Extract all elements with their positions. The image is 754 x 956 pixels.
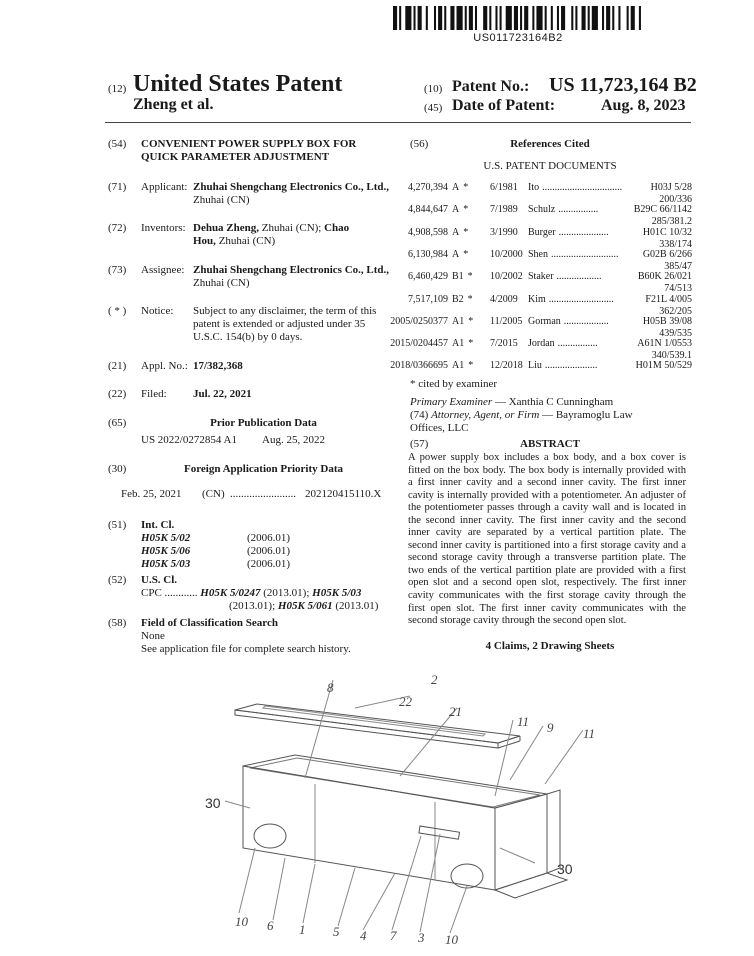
int-cl-version: (2006.01) [247, 532, 291, 544]
filed-value: Jul. 22, 2021 [193, 388, 252, 400]
drawing-label: 7 [390, 928, 397, 943]
int-cl-class: H05K 5/06 [141, 545, 191, 557]
field-search-heading: Field of Classification Search [141, 617, 278, 629]
reference-inventor: Jordan ................ [528, 338, 598, 350]
inventors-label: Inventors: [141, 222, 186, 234]
applicant-value: Zhuhai Shengchang Electronics Co., Ltd., Zhuhai (CN) [193, 181, 390, 206]
date-label: Date of Patent: [452, 97, 556, 114]
int-cl-class: H05K 5/02 [141, 532, 191, 544]
drawing-label: 30 [557, 861, 573, 877]
prior-pub-heading: Prior Publication Data [210, 417, 317, 429]
assignee-value: Zhuhai Shengchang Electronics Co., Ltd., Zhuhai (CN) [193, 264, 390, 289]
barcode-image [393, 6, 643, 30]
reference-row [408, 227, 692, 251]
int-cl-class: H05K 5/03 [141, 558, 191, 570]
reference-class: H05B 39/08 [642, 315, 692, 327]
drawing-label: 3 [418, 930, 425, 945]
patent-number: US 11,723,164 B2 [549, 74, 697, 96]
reference-date: 12/2018 [490, 360, 523, 372]
drawing-label: 21 [449, 704, 462, 719]
reference-date: 10/2000 [490, 248, 523, 260]
reference-class: H01M 50/529 [635, 360, 692, 372]
reference-kind: A1 * [452, 315, 474, 327]
reference-date: 7/1989 [490, 204, 518, 216]
reference-class: H03J 5/28 [650, 182, 692, 193]
reference-row [408, 249, 692, 273]
reference-inventor: Shen ........................... [528, 248, 619, 260]
reference-number: 6,130,984 [408, 248, 448, 260]
code-30: (30) [108, 463, 127, 475]
claims-summary: 4 Claims, 2 Drawing Sheets [485, 640, 615, 652]
reference-row [408, 204, 692, 228]
code-51: (51) [108, 519, 127, 531]
reference-row [390, 338, 692, 362]
prior-pub-number: US 2022/0272854 A1 [141, 434, 237, 446]
prior-pub-date: Aug. 25, 2022 [262, 434, 325, 446]
drawing-label: 30 [205, 795, 221, 811]
foreign-priority-number: 202120415110.X [305, 488, 382, 500]
code-57: (57) [410, 438, 429, 450]
drawing-label: 10 [445, 932, 458, 946]
reference-kind: A * [452, 226, 469, 238]
reference-class-secondary: 340/539.1 [651, 350, 692, 362]
reference-class: G02B 6/266 [642, 248, 692, 260]
references-heading: References Cited [510, 138, 590, 150]
applicant-label: Applicant: [141, 181, 188, 193]
notice-label: Notice: [141, 305, 174, 317]
reference-class-secondary: 338/174 [659, 238, 692, 250]
reference-date: 4/2009 [490, 293, 518, 305]
reference-date: 7/2015 [490, 338, 518, 350]
reference-row [408, 271, 692, 295]
reference-class: B29C 66/1142 [633, 204, 692, 216]
cpc-line-1: CPC ............ H05K 5/0247 (2013.01); H05K 5/03 [141, 587, 362, 599]
reference-inventor: Kim .......................... [528, 293, 614, 305]
patent-date: Aug. 8, 2023 [601, 97, 686, 114]
reference-inventor: Schulz ................ [528, 204, 599, 216]
code-45: (45) [424, 102, 443, 114]
patent-drawing [195, 668, 615, 946]
code-56: (56) [410, 138, 429, 150]
reference-kind: A1 * [452, 360, 474, 372]
field-search-note: See application file for complete search history. [141, 643, 351, 655]
reference-inventor: Gorman .................. [528, 315, 609, 327]
reference-number: 4,844,647 [408, 204, 448, 216]
reference-class-secondary: 439/535 [659, 327, 692, 339]
reference-date: 6/1981 [490, 182, 518, 193]
code-21: (21) [108, 360, 127, 372]
abstract-heading: ABSTRACT [520, 438, 580, 450]
reference-kind: A * [452, 248, 469, 260]
code-notice: ( * ) [108, 305, 127, 317]
reference-number: 2005/0250377 [390, 315, 448, 327]
document-title: United States Patent [133, 71, 343, 97]
reference-class: B60K 26/021 [637, 271, 692, 283]
reference-row [390, 315, 692, 340]
invention-title: CONVENIENT POWER SUPPLY BOX FOR QUICK PARAMETER ADJUSTMENT [141, 138, 357, 163]
drawing-label: 1 [299, 922, 306, 937]
reference-inventor: Burger .................... [528, 226, 609, 238]
code-12: (12) [108, 83, 127, 95]
drawing-label: 11 [517, 714, 530, 729]
code-10: (10) [424, 83, 443, 95]
reference-row [408, 294, 692, 318]
code-22: (22) [108, 388, 127, 400]
us-cl-heading: U.S. Cl. [141, 574, 178, 586]
int-cl-version: (2006.01) [247, 558, 291, 570]
header-rule [105, 122, 691, 123]
int-cl-heading: Int. Cl. [141, 519, 175, 531]
reference-class-secondary: 200/336 [659, 194, 692, 205]
attorney: (74) Attorney, Agent, or Firm — Bayramoglu Law Offices, LLC [410, 409, 633, 434]
appl-no-value: 17/382,368 [193, 360, 243, 372]
reference-inventor: Staker .................. [528, 271, 602, 283]
field-search-none: None [141, 630, 165, 642]
reference-row [408, 182, 692, 206]
reference-inventor: Liu ..................... [528, 360, 598, 372]
reference-number: 4,270,394 [408, 182, 448, 193]
drawing-label: 10 [235, 914, 248, 929]
reference-class-secondary: 74/513 [664, 283, 692, 295]
reference-class-secondary: 385/47 [664, 260, 692, 272]
reference-inventor: Ito ................................ [528, 182, 623, 193]
reference-class-secondary: 285/381.2 [651, 216, 692, 228]
notice-text: Subject to any disclaimer, the term of this patent is extended or adjusted under 35 U.S.C. 154(b) by 0 days. [193, 305, 377, 343]
reference-number: 6,460,429 [408, 271, 448, 283]
reference-class: A61N 1/0553 [637, 338, 692, 350]
abstract-text: A power supply box includes a box body, and a box cover is fitted on the box body. The box body is internally provided with a first inner cavity and a second inner cavity. The first inner cavity is internally provided with a potentiometer. An adjuster of the potentiometer passes through a cavity wall and is located in the second inner cavity. The first inner cavity and the second inner cavity are separated by a vertical partition plate. The second inner cavity is partitioned into a first storage cavity and a second storage cavity through a transverse partition plate. The two ends of the vertical partition plate are provided with a first open slot and a second open slot, respectively. The first inner cavity communicates with the first storage cavity through the first open slot. The first inner cavity communicates with the second storage cavity through the second open slot. [408, 452, 686, 627]
inventor-short: Zheng et al. [133, 96, 214, 113]
reference-number: 2018/0366695 [390, 360, 448, 372]
reference-kind: B2 * [452, 293, 473, 305]
drawing-label: 4 [360, 928, 367, 943]
barcode-number: US011723164B2 [473, 32, 563, 44]
drawing-label: 22 [399, 694, 412, 709]
cpc-line-2: (2013.01); H05K 5/061 (2013.01) [229, 600, 379, 612]
patent-no-label: Patent No.: [452, 78, 530, 95]
code-65: (65) [108, 417, 127, 429]
code-72: (72) [108, 222, 127, 234]
inventors-value: Dehua Zheng, Zhuhai (CN); Chao Hou, Zhuhai (CN) [193, 222, 350, 247]
primary-examiner: Primary Examiner — Xanthia C Cunningham [410, 396, 614, 408]
code-54: (54) [108, 138, 127, 150]
reference-number: 2015/0204457 [390, 338, 448, 350]
drawing-label: 9 [547, 720, 554, 735]
foreign-priority-heading: Foreign Application Priority Data [184, 463, 343, 475]
reference-class-secondary: 362/205 [659, 305, 692, 317]
drawing-label: 8 [327, 680, 334, 695]
reference-kind: A * [452, 182, 469, 193]
code-71: (71) [108, 181, 127, 193]
appl-no-label: Appl. No.: [141, 360, 188, 372]
reference-date: 11/2005 [490, 315, 523, 327]
reference-date: 10/2002 [490, 271, 523, 283]
code-58: (58) [108, 617, 127, 629]
assignee-label: Assignee: [141, 264, 185, 276]
filed-label: Filed: [141, 388, 167, 400]
reference-number: 7,517,109 [408, 293, 448, 305]
reference-kind: A1 * [452, 338, 474, 350]
int-cl-version: (2006.01) [247, 545, 291, 557]
reference-date: 3/1990 [490, 226, 518, 238]
cited-note: * cited by examiner [410, 378, 498, 390]
reference-kind: A * [452, 204, 469, 216]
drawing-label: 5 [333, 924, 340, 939]
reference-number: 4,908,598 [408, 226, 448, 238]
code-52: (52) [108, 574, 127, 586]
drawing-label: 2 [431, 672, 438, 687]
drawing-label: 11 [583, 726, 596, 741]
foreign-priority-date: Feb. 25, 2021 [121, 488, 182, 500]
reference-kind: B1 * [452, 271, 473, 283]
code-73: (73) [108, 264, 127, 276]
reference-class: F21L 4/005 [645, 293, 692, 305]
foreign-priority-country: (CN) [202, 488, 225, 500]
us-patent-docs-heading: U.S. PATENT DOCUMENTS [483, 160, 617, 172]
foreign-priority-dots: ........................ [230, 488, 296, 500]
reference-class: H01C 10/32 [642, 226, 692, 238]
drawing-label: 6 [267, 918, 274, 933]
